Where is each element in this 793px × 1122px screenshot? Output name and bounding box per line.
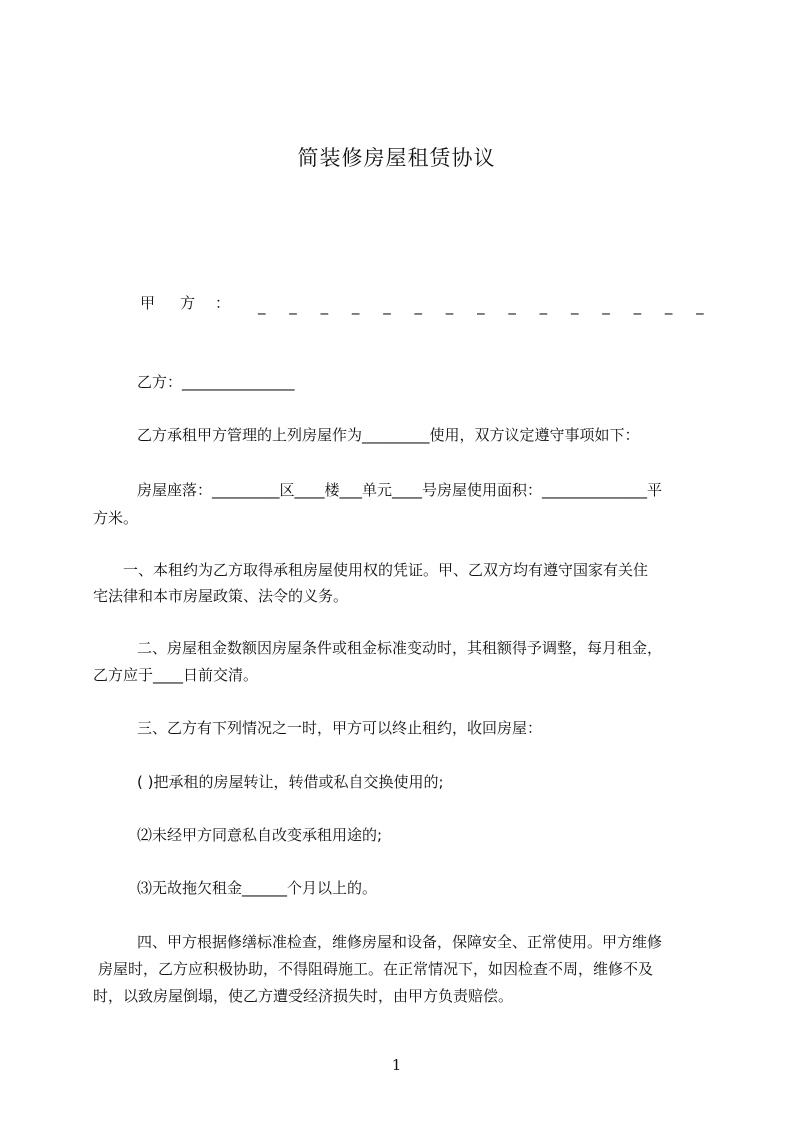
blank-segment: _: [539, 297, 548, 315]
clause-2-line-1: 二、房屋租金数额因房屋条件或租金标准变动时，其租额得予调整，每月租金，: [137, 639, 663, 657]
clause-2-line-2: 乙方应于____日前交清。: [93, 666, 259, 684]
party-a-label: [140, 292, 230, 313]
location-line-2: 方米。: [93, 509, 139, 527]
blank-segment: _: [477, 297, 485, 315]
clause-3-item-3: ⑶无故拖欠租金______个月以上的。: [137, 879, 378, 897]
blank-segment: _: [320, 297, 329, 315]
blank-segment: _: [696, 297, 704, 315]
blank-segment: _: [508, 297, 516, 315]
blank-segment: _: [633, 297, 642, 315]
party-a-label-char-2: 方: [180, 294, 196, 312]
blank-segment: _: [383, 297, 391, 315]
clause-4-line-1: 四、甲方根据修缮标准检查，维修房屋和设备，保障安全、正常使用。甲方维修: [137, 933, 663, 951]
blank-segment: _: [258, 297, 266, 315]
clause-4-line-2: 房屋时，乙方应积极协助，不得阻碍施工。在正常情况下，如因检查不周，维修不及: [98, 960, 654, 978]
blank-segment: _: [414, 297, 422, 315]
blank-segment: _: [570, 297, 579, 315]
page-number: 1: [391, 1056, 402, 1074]
location-line-1: 房屋座落：_________区____楼___单元____号房屋使用面积：______________平: [137, 481, 663, 499]
blank-segment: _: [351, 297, 360, 315]
blank-segment: _: [445, 297, 454, 315]
intro-paragraph: 乙方承租甲方管理的上列房屋作为_________使用，双方议定遵守事项如下：: [137, 426, 640, 444]
blank-segment: _: [289, 297, 297, 315]
party-b-line: 乙方：_______________: [137, 373, 295, 391]
blank-segment: _: [602, 297, 610, 315]
document-title: 简装修房屋租赁协议: [297, 146, 496, 170]
party-a-blank-line: [258, 297, 727, 315]
party-a-label-char-1: 甲: [140, 294, 156, 312]
party-a-colon: ：: [215, 294, 231, 312]
clause-1-line-2: 宅法律和本市房屋政策、法令的义务。: [93, 587, 349, 605]
clause-3-item-1: ( )把承租的房屋转让，转借或私自交换使用的;: [137, 773, 444, 791]
clause-4-line-3: 时，以致房屋倒塌，使乙方遭受经济损失时，由甲方负责赔偿。: [93, 987, 514, 1005]
clause-1-line-1: 一、本租约为乙方取得承租房屋使用权的凭证。甲、乙双方均有遵守国家有关住: [123, 561, 649, 579]
clause-3-heading: 三、乙方有下列情况之一时，甲方可以终止租约，收回房屋：: [137, 719, 543, 737]
blank-segment: _: [664, 297, 673, 315]
clause-3-item-2: ⑵未经甲方同意私自改变承租用途的;: [137, 826, 383, 844]
